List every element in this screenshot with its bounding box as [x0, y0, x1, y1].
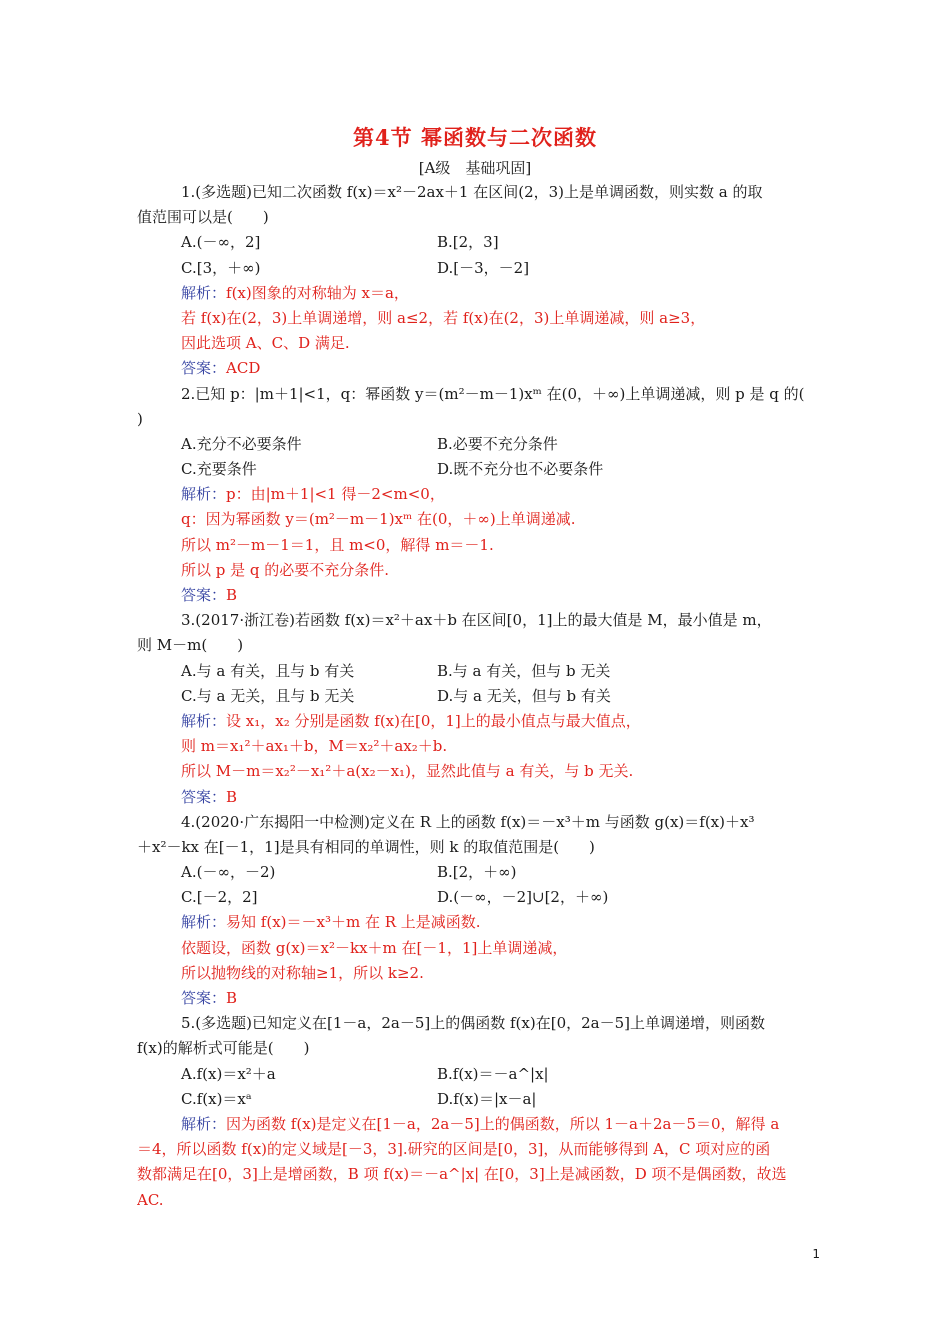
- text-line: [137, 734, 817, 759]
- answer-text: B: [226, 787, 238, 806]
- text-line: [137, 558, 817, 583]
- solution-line: [137, 986, 817, 1011]
- text-line: [137, 180, 817, 205]
- text-line: [137, 633, 817, 658]
- solution-line: [137, 583, 817, 608]
- analysis-label: 解析：: [181, 1114, 227, 1133]
- option-left: C.充要条件: [181, 460, 257, 479]
- text-line: [137, 810, 817, 835]
- text-line: [137, 608, 817, 633]
- line-text: ＝4，所以函数 f(x)的定义域是[－3，3].研究的区间是[0，3]，从而能够得到 A，C 项对应的函: [137, 1140, 771, 1159]
- text-line: [137, 1188, 817, 1213]
- answer-text: B: [226, 989, 238, 1007]
- option-right: B.[2，3]: [437, 233, 499, 252]
- option-left: A.与 a 有关，且与 b 有关: [181, 661, 355, 680]
- line-text: 5.(多选题)已知定义在[1－a，2a－5]上的偶函数 f(x)在[0，2a－5]上单调递增，则函数: [181, 1014, 765, 1033]
- options-row: [137, 659, 817, 684]
- option-left: C.与 a 无关，且与 b 无关: [181, 686, 355, 705]
- option-left: A.充分不必要条件: [181, 434, 302, 453]
- option-left: A.(－∞，2]: [181, 233, 261, 252]
- option-right: B.f(x)＝－a^|x|: [437, 1064, 549, 1083]
- text-line: [137, 1162, 817, 1187]
- analysis-text: 因为函数 f(x)是定义在[1－a，2a－5]上的偶函数，所以 1－a＋2a－5＝0，解得 a: [226, 1114, 780, 1133]
- option-right: D.[－3，－2]: [437, 258, 530, 277]
- analysis-label: 解析：: [181, 711, 227, 730]
- options-row: [137, 860, 817, 885]
- line-text: 所以 M－m＝x₂²－x₁²＋a(x₂－x₁)，显然此值与 a 有关，与 b 无关.: [181, 762, 634, 781]
- answer-label: 答案：: [181, 787, 227, 806]
- line-text: 数都满足在[0，3]上是增函数，B 项 f(x)＝－a^|x| 在[0，3]上是减函数，D 项不是偶函数，故选: [137, 1165, 787, 1184]
- option-right: D.f(x)＝|x－a|: [437, 1089, 537, 1108]
- options-row: [137, 230, 817, 255]
- option-left: A.f(x)＝x²＋a: [181, 1064, 276, 1083]
- solution-line: [137, 356, 817, 381]
- analysis-text: 易知 f(x)＝－x³＋m 在 R 上是减函数.: [226, 913, 481, 932]
- option-left: A.(－∞，－2): [181, 863, 276, 882]
- line-text: 依题设，函数 g(x)＝x²－kx＋m 在[－1，1]上单调递减，: [181, 938, 568, 957]
- option-left: C.[3，＋∞): [181, 258, 261, 277]
- option-right: D.(－∞，－2]∪[2，＋∞): [437, 888, 609, 907]
- text-line: [137, 507, 817, 532]
- analysis-label: 解析：: [181, 913, 227, 932]
- solution-line: [137, 910, 817, 935]
- option-left: C.[－2，2]: [181, 888, 258, 907]
- options-row: [137, 457, 817, 482]
- section-subtitle: [A级 基础巩固]: [418, 159, 532, 177]
- option-right: D.与 a 无关，但与 b 有关: [437, 686, 611, 705]
- line-text: 4.(2020·广东揭阳一中检测)定义在 R 上的函数 f(x)＝－x³＋m 与函数 g(x)＝f(x)＋x³: [181, 812, 755, 831]
- option-right: B.[2，＋∞): [437, 863, 517, 882]
- analysis-text: 设 x₁，x₂ 分别是函数 f(x)在[0，1]上的最小值点与最大值点，: [226, 711, 641, 730]
- line-text: 则 m＝x₁²＋ax₁＋b，M＝x₂²＋ax₂＋b.: [181, 737, 448, 756]
- line-text: 因此选项 A、C、D 满足.: [181, 334, 350, 353]
- line-text: ): [137, 409, 143, 428]
- solution-line: [137, 709, 817, 734]
- text-line: [137, 961, 817, 986]
- solution-line: [137, 785, 817, 810]
- solution-line: [137, 482, 817, 507]
- text-line: [137, 382, 817, 407]
- line-text: 值范围可以是( ): [137, 208, 269, 227]
- line-text: AC.: [137, 1190, 164, 1209]
- option-left: C.f(x)＝xᵃ: [181, 1089, 252, 1108]
- answer-label: 答案：: [181, 989, 227, 1007]
- text-line: [137, 1036, 817, 1061]
- solution-line: [137, 1112, 817, 1137]
- line-text: 若 f(x)在(2，3)上单调递增，则 a≤2，若 f(x)在(2，3)上单调递减，则 a≥3，: [181, 308, 706, 327]
- text-line: [137, 1137, 817, 1162]
- line-text: 3.(2017·浙江卷)若函数 f(x)＝x²＋ax＋b 在区间[0，1]上的最大值是 M，最小值是 m，: [181, 611, 772, 630]
- options-row: [137, 256, 817, 281]
- analysis-label: 解析：: [181, 283, 227, 302]
- text-line: [137, 306, 817, 331]
- option-right: B.与 a 有关，但与 b 无关: [437, 661, 611, 680]
- analysis-text: f(x)图象的对称轴为 x＝a，: [226, 283, 409, 302]
- line-text: q：因为幂函数 y＝(m²－m－1)xᵐ 在(0，＋∞)上单调递减.: [181, 510, 576, 529]
- analysis-label: 解析：: [181, 485, 227, 504]
- page-title: 第4节 幂函数与二次函数: [353, 125, 597, 150]
- line-text: 所以 m²－m－1＝1，且 m<0，解得 m＝－1.: [181, 535, 494, 554]
- options-row: [137, 1062, 817, 1087]
- line-text: 1.(多选题)已知二次函数 f(x)＝x²－2ax＋1 在区间(2，3)上是单调函数，则实数 a 的取: [181, 183, 763, 201]
- text-line: [137, 205, 817, 230]
- exercise-content: [137, 180, 817, 1213]
- page-number: 1: [812, 1247, 820, 1261]
- answer-text: B: [226, 586, 238, 604]
- solution-line: [137, 281, 817, 306]
- line-text: 所以抛物线的对称轴≥1，所以 k≥2.: [181, 963, 424, 982]
- text-line: [137, 331, 817, 356]
- line-text: 所以 p 是 q 的必要不充分条件.: [181, 560, 390, 579]
- text-line: [137, 936, 817, 961]
- answer-label: 答案：: [181, 359, 227, 378]
- options-row: [137, 885, 817, 910]
- text-line: [137, 407, 817, 432]
- options-row: [137, 432, 817, 457]
- text-line: [137, 835, 817, 860]
- text-line: [137, 759, 817, 784]
- line-text: f(x)的解析式可能是( ): [137, 1039, 310, 1058]
- options-row: [137, 1087, 817, 1112]
- option-right: B.必要不充分条件: [437, 434, 558, 453]
- option-right: D.既不充分也不必要条件: [437, 460, 604, 479]
- analysis-text: p：由|m＋1|<1 得－2<m<0，: [226, 485, 445, 504]
- answer-label: 答案：: [181, 586, 227, 604]
- options-row: [137, 684, 817, 709]
- line-text: 则 M－m( ): [137, 636, 244, 655]
- answer-text: ACD: [226, 359, 261, 378]
- line-text: 2.已知 p：|m＋1|<1，q：幂函数 y＝(m²－m－1)xᵐ 在(0，＋∞)上单调递减，则 p 是 q 的(: [181, 384, 805, 403]
- text-line: [137, 1011, 817, 1036]
- line-text: ＋x²－kx 在[－1，1]是具有相同的单调性，则 k 的取值范围是( ): [137, 837, 595, 856]
- text-line: [137, 533, 817, 558]
